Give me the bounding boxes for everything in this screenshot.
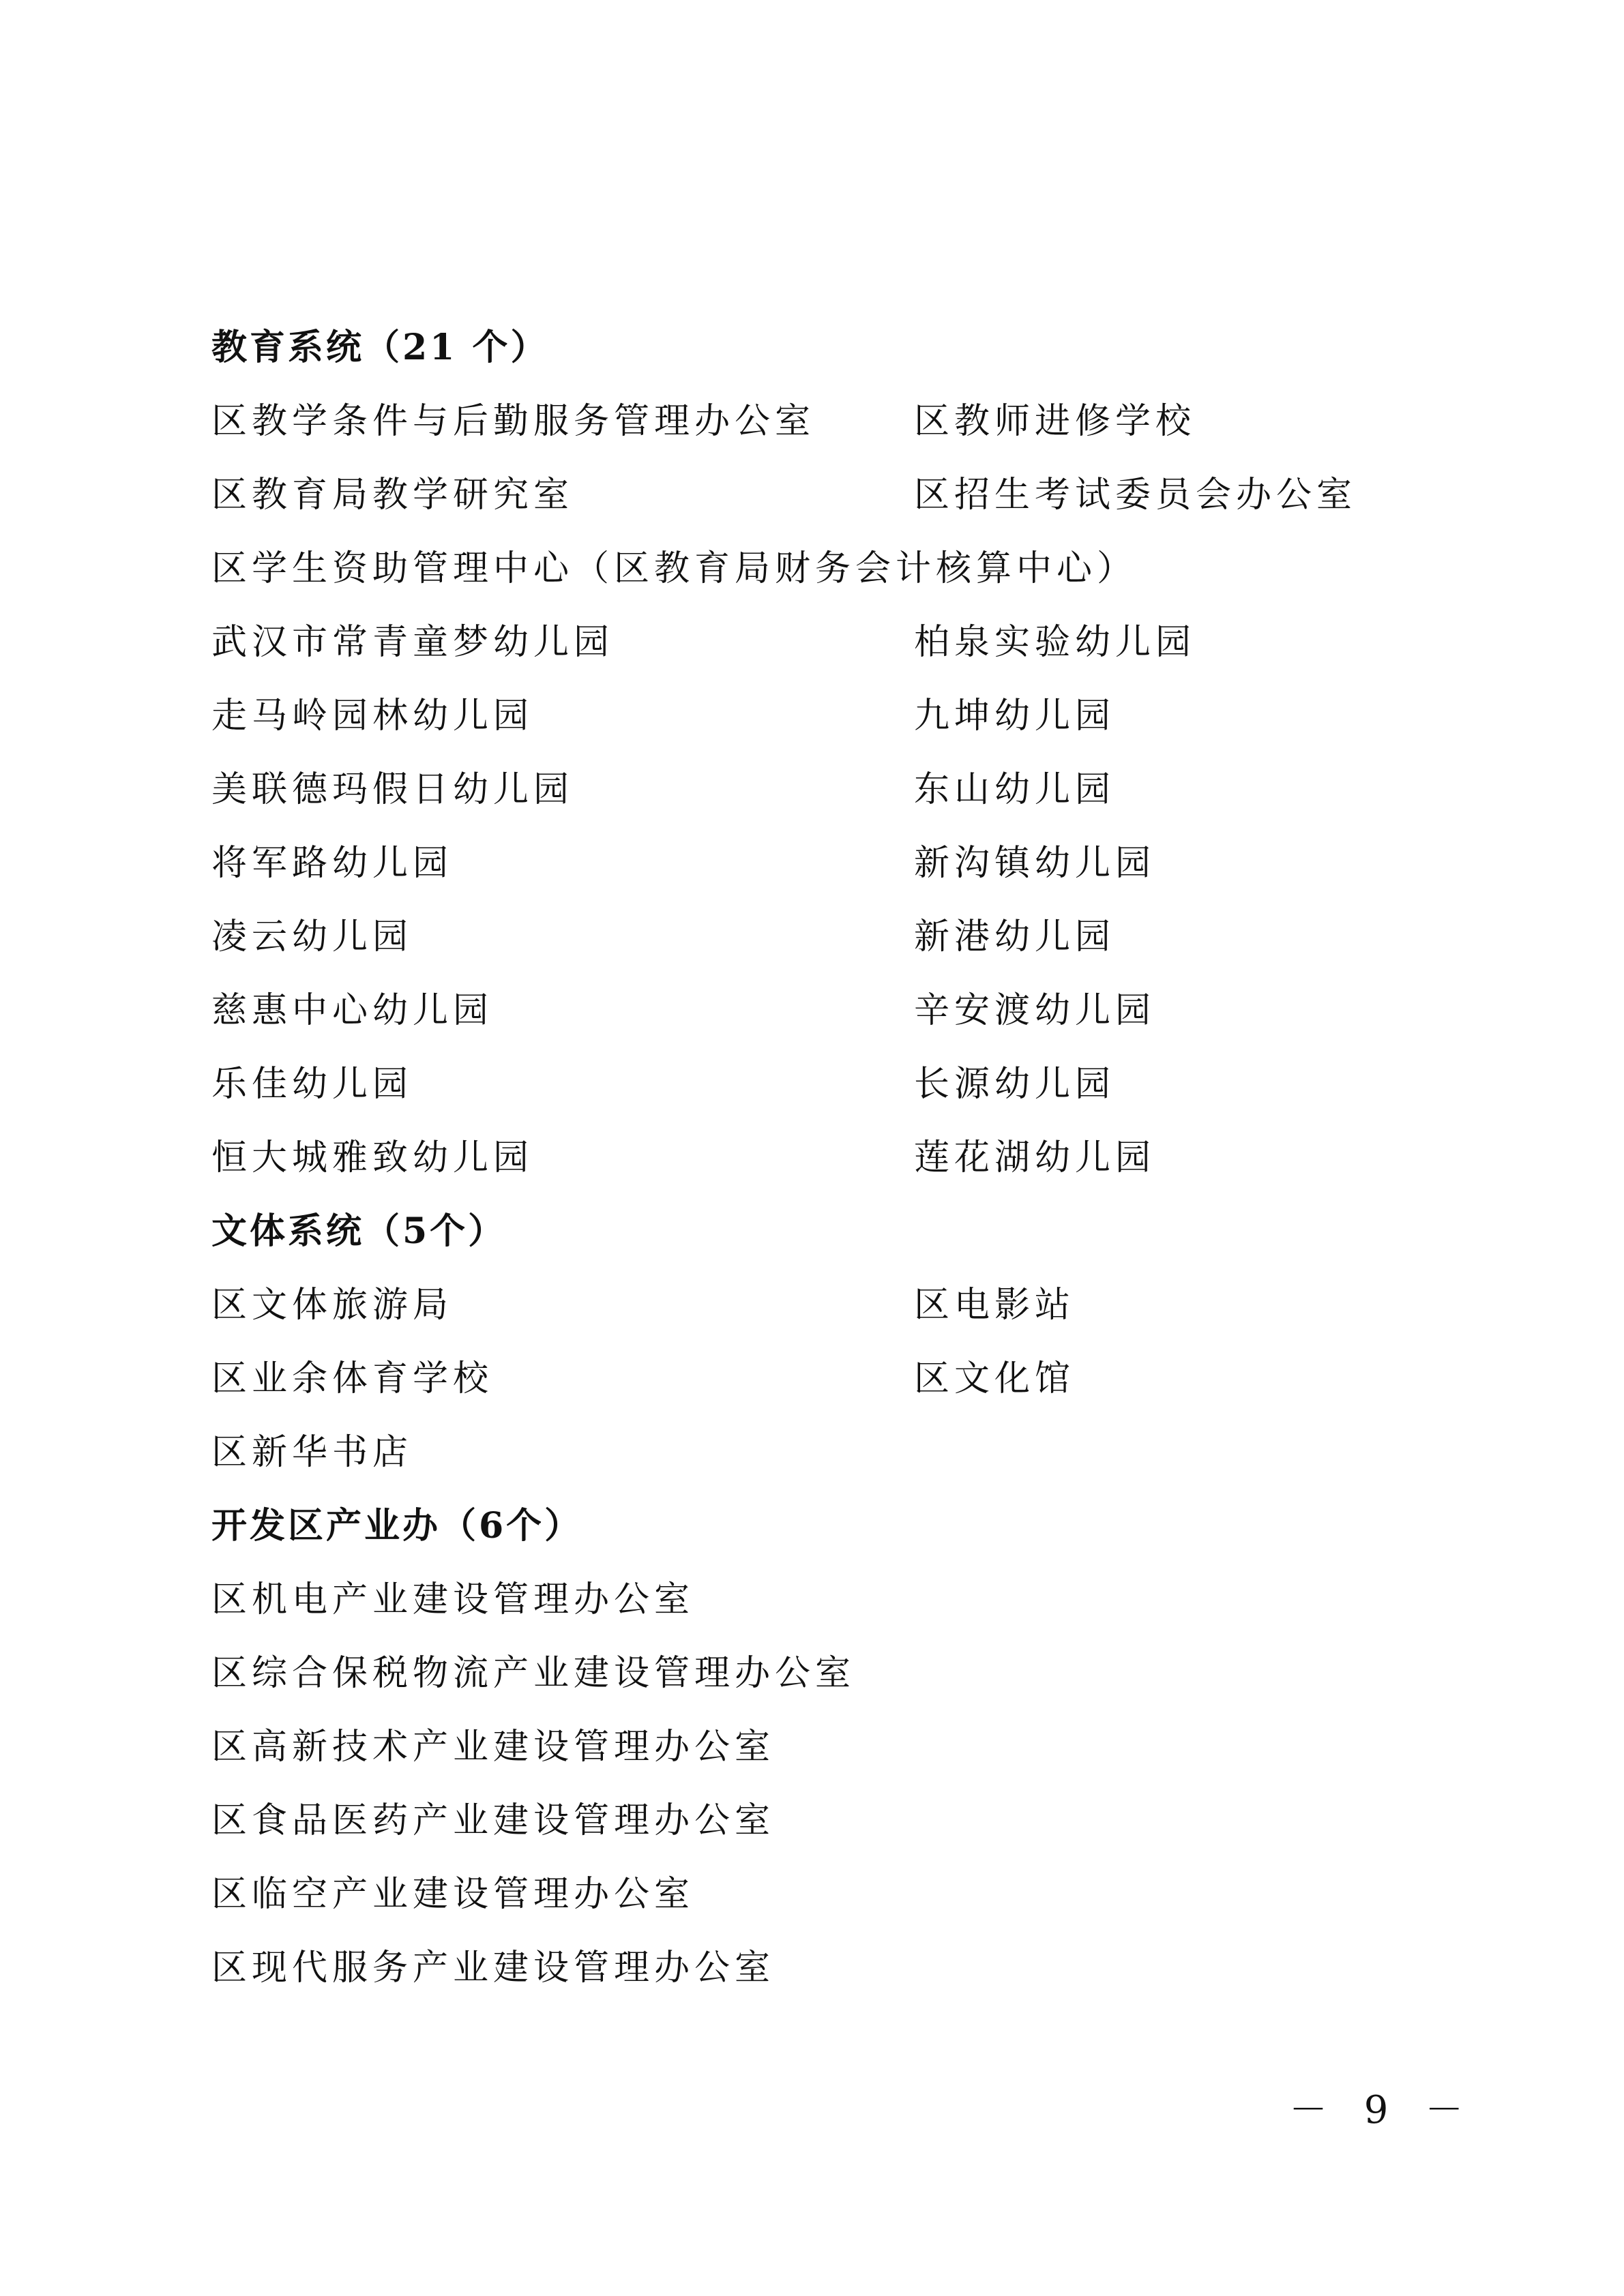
list-item: 区教育局教学研究室 [211, 475, 574, 516]
list-item: 区高新技术产业建设管理办公室 [211, 1727, 776, 1768]
page-number: － 9 － [1289, 2088, 1476, 2132]
list-item: 区临空产业建设管理办公室 [211, 1874, 695, 1915]
list-item: 武汉市常青童梦幼儿园 [211, 622, 615, 663]
list-item: 柏泉实验幼儿园 [914, 622, 1196, 663]
section-heading-education: 教育系统（21 个） [211, 327, 549, 368]
list-item: 辛安渡幼儿园 [914, 990, 1156, 1031]
list-item: 区招生考试委员会办公室 [914, 475, 1357, 516]
list-item: 区机电产业建设管理办公室 [211, 1579, 695, 1620]
list-item: 将军路幼儿园 [211, 843, 454, 884]
list-item: 区教学条件与后勤服务管理办公室 [211, 401, 816, 442]
list-item: 莲花湖幼儿园 [914, 1137, 1156, 1178]
list-item: 乐佳幼儿园 [211, 1064, 413, 1105]
list-item: 新沟镇幼儿园 [914, 843, 1156, 884]
list-item: 区业余体育学校 [211, 1358, 494, 1399]
list-item: 区教师进修学校 [914, 401, 1196, 442]
list-item: 美联德玛假日幼儿园 [211, 769, 574, 810]
list-item: 慈惠中心幼儿园 [211, 990, 494, 1031]
list-item: 区学生资助管理中心（区教育局财务会计核算中心） [211, 548, 1138, 589]
list-item: 区现代服务产业建设管理办公室 [211, 1948, 776, 1988]
list-item: 恒大城雅致幼儿园 [211, 1137, 534, 1178]
list-item: 新港幼儿园 [914, 916, 1116, 957]
list-item: 区电影站 [914, 1285, 1076, 1326]
list-item: 走马岭园林幼儿园 [211, 696, 534, 736]
section-heading-development-zone: 开发区产业办（6个） [211, 1505, 583, 1547]
list-item: 区食品医药产业建设管理办公室 [211, 1800, 776, 1841]
list-item: 区新华书店 [211, 1432, 413, 1473]
list-item: 区文体旅游局 [211, 1285, 454, 1326]
list-item: 长源幼儿园 [914, 1064, 1116, 1105]
list-item: 区文化馆 [914, 1358, 1076, 1399]
list-item: 凌云幼儿园 [211, 916, 413, 957]
list-item: 区综合保税物流产业建设管理办公室 [211, 1653, 856, 1694]
list-item: 东山幼儿园 [914, 769, 1116, 810]
list-item: 九坤幼儿园 [914, 696, 1116, 736]
section-heading-culture-sports: 文体系统（5个） [211, 1210, 507, 1252]
